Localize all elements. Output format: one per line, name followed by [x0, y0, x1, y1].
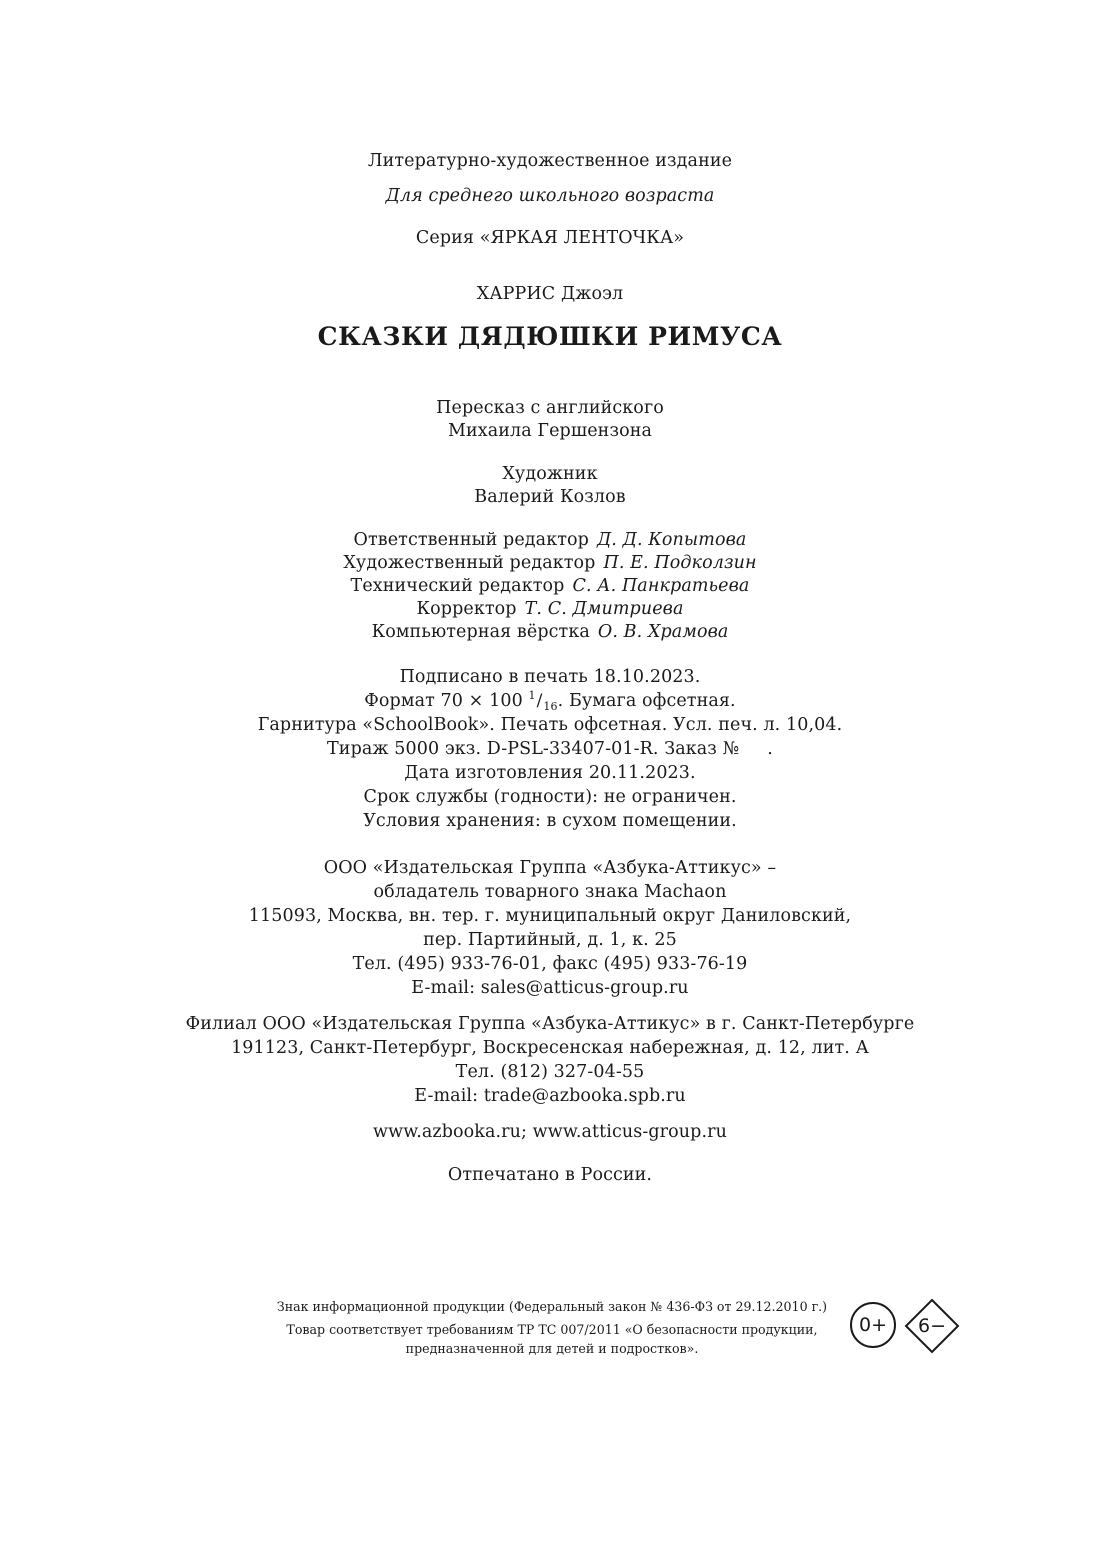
branch-line-2: 191123, Санкт-Петербург, Воскресенская набережная, д. 12, лит. А — [231, 1038, 869, 1058]
editor-name: О. В. Храмова — [597, 622, 729, 642]
format-slash: / — [536, 691, 543, 711]
publisher-line-1: ООО «Издательская Группа «Азбука-Аттикус» – — [323, 858, 777, 878]
age-rating-secondary-text: 6− — [917, 1315, 946, 1337]
book-title: СКАЗКИ ДЯДЮШКИ РИМУСА — [317, 322, 783, 351]
format-suffix: . Бумага офсетная. — [557, 691, 736, 711]
publisher-line-3: 115093, Москва, вн. тер. г. муниципальный округ Даниловский, — [248, 906, 852, 926]
retelling-line-1: Пересказ с английского — [436, 398, 664, 418]
print-run-suffix: . — [767, 739, 773, 759]
audience-note: Для среднего школьного возраста — [385, 186, 715, 206]
retelling-line-2: Михаила Гершензона — [447, 421, 653, 441]
branch-line-1: Филиал ООО «Издательская Группа «Азбука-Аттикус» в г. Санкт-Петербурге — [185, 1014, 915, 1034]
editor-role: Технический редактор — [350, 576, 565, 596]
age-rating-text: 0+ — [858, 1314, 887, 1336]
editor-role: Компьютерная вёрстка — [371, 622, 590, 642]
editor-role: Ответственный редактор — [353, 530, 589, 550]
format-denominator: 16 — [543, 700, 558, 713]
printed-in: Отпечатано в России. — [447, 1165, 653, 1185]
editor-row — [0, 620, 1100, 644]
editor-role: Корректор — [416, 599, 517, 619]
compliance-line-1: Товар соответствует требованиям ТР ТС 007/2011 «О безопасности продукции, — [286, 1322, 818, 1337]
artist-name: Валерий Козлов — [474, 487, 626, 507]
editor-name: Д. Д. Копытова — [596, 530, 747, 550]
typeface-line: Гарнитура «SchoolBook». Печать офсетная. Усл. печ. л. 10,04. — [257, 715, 843, 735]
age-rating-badge — [850, 1302, 896, 1348]
editor-row — [0, 574, 1100, 598]
editor-name: С. А. Панкратьева — [572, 576, 750, 596]
format-numerator: 1 — [528, 689, 536, 702]
branch-phone: Тел. (812) 327-04-55 — [455, 1062, 645, 1082]
publisher-line-4: пер. Партийный, д. 1, к. 25 — [423, 930, 677, 950]
editor-row — [0, 597, 1100, 621]
format-prefix: Формат 70 × 100 — [364, 691, 523, 711]
storage-conditions: Условия хранения: в сухом помещении. — [363, 811, 737, 831]
editor-row — [0, 528, 1100, 552]
websites: www.azbooka.ru; www.atticus-group.ru — [373, 1122, 727, 1142]
editor-role: Художественный редактор — [343, 553, 596, 573]
format-line — [0, 689, 1100, 715]
compliance-line-2: предназначенной для детей и подростков». — [405, 1341, 699, 1356]
info-product-sign: Знак информационной продукции (Федеральный закон № 436-ФЗ от 29.12.2010 г.) — [276, 1299, 828, 1314]
editor-name: Т. С. Дмитриева — [524, 599, 684, 619]
branch-email: E-mail: trade@azbooka.spb.ru — [414, 1086, 686, 1106]
artist-label: Художник — [502, 464, 598, 484]
manufacture-date: Дата изготовления 20.11.2023. — [404, 763, 696, 783]
edition-type: Литературно-художественное издание — [367, 151, 733, 171]
print-run-line — [0, 737, 1100, 761]
editor-name: П. Е. Подколзин — [603, 553, 757, 573]
publisher-phone: Тел. (495) 933-76-01, факс (495) 933-76-19 — [352, 954, 748, 974]
author-name: ХАРРИС Джоэл — [476, 284, 624, 304]
publisher-email: E-mail: sales@atticus-group.ru — [411, 978, 689, 998]
publisher-line-2: обладатель товарного знака Machaon — [373, 882, 727, 902]
editor-row — [0, 551, 1100, 575]
series-name: Серия «ЯРКАЯ ЛЕНТОЧКА» — [415, 228, 685, 248]
print-run-text: Тираж 5000 экз. D-PSL-33407-01-R. Заказ № — [327, 739, 740, 759]
signed-date: Подписано в печать 18.10.2023. — [399, 667, 701, 687]
shelf-life: Срок службы (годности): не ограничен. — [363, 787, 737, 807]
age-rating-diamond-badge — [904, 1298, 960, 1354]
